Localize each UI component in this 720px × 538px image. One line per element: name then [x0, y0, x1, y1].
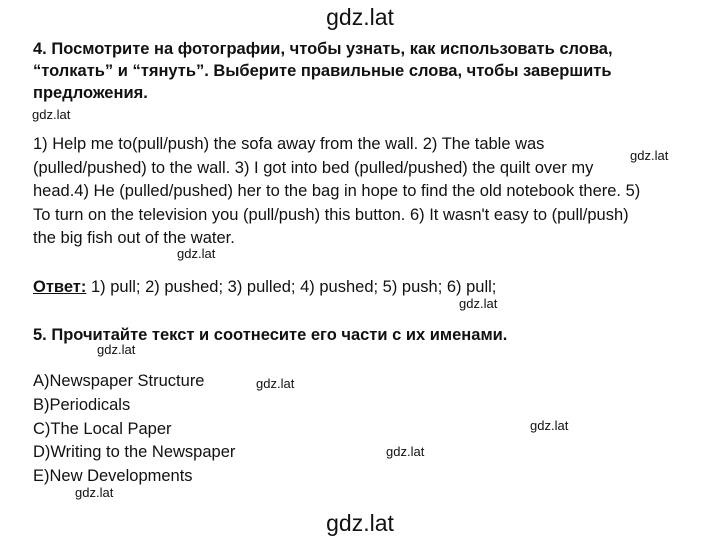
watermark: gdz.lat — [75, 485, 114, 500]
task4-text-line-4: To turn on the television you (pull/push) this button. 6) It wasn't easy to (pull/push) — [33, 205, 629, 224]
task5-heading: 5. Прочитайте текст и соотнесите его части с их именами. — [33, 326, 508, 344]
task4-heading-line-2: “толкать” и “тянуть”. Выберите правильные слова, чтобы завершить — [33, 62, 612, 80]
option-a: A)Newspaper Structure — [33, 372, 205, 390]
site-title-top: gdz.lat — [326, 4, 394, 30]
watermark: gdz.lat — [630, 148, 669, 163]
task4-text-line-1: 1) Help me to(pull/push) the sofa away from the wall. 2) The table was — [33, 135, 545, 153]
task4-text-line-5: the big fish out of the water. — [33, 229, 235, 247]
watermark: gdz.lat — [530, 418, 569, 433]
watermark: gdz.lat — [97, 342, 136, 357]
task4-text-line-2: (pulled/pushed) to the wall. 3) I got into bed (pulled/pushed) the quilt over my — [33, 158, 594, 177]
watermark: gdz.lat — [459, 296, 498, 311]
task4-text — [33, 133, 640, 251]
task4-heading-line-1: 4. Посмотрите на фотографии, чтобы узнать, как использовать слова, — [33, 40, 613, 58]
option-e: E)New Developments — [33, 467, 193, 485]
answer-label: Ответ: — [33, 278, 87, 296]
task4-answer — [33, 276, 496, 300]
watermark: gdz.lat — [177, 246, 216, 261]
task4-text-line-3: head.4) He (pulled/pushed) her to the bag in hope to find the old notebook there. 5) — [33, 182, 641, 200]
site-title-bottom: gdz.lat — [326, 510, 394, 536]
option-b: B)Periodicals — [33, 396, 131, 414]
option-c: C)The Local Paper — [33, 420, 172, 438]
answer-text: 1) pull; 2) pushed; 3) pulled; 4) pushed; 5) push; 6) pull; — [86, 278, 497, 296]
task4-heading — [33, 38, 613, 114]
watermark: gdz.lat — [32, 107, 71, 122]
option-d: D)Writing to the Newspaper — [33, 443, 236, 461]
watermark: gdz.lat — [256, 376, 295, 391]
watermark: gdz.lat — [386, 444, 425, 459]
task4-heading-line-3: предложения. — [33, 84, 148, 102]
